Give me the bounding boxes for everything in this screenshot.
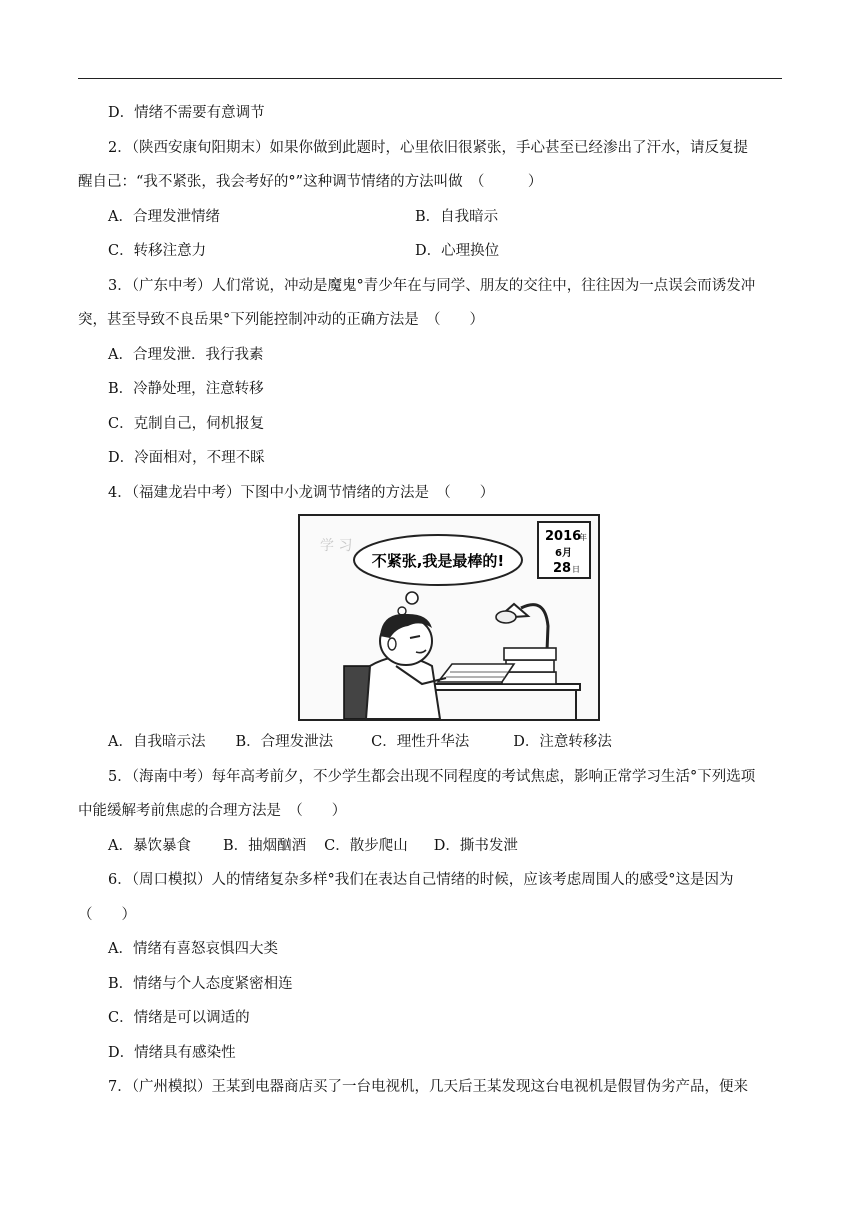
q5-stem-line2: 中能缓解考前焦虑的合理方法是 （ ） [78,803,347,819]
q5-options-row [78,829,782,864]
q6-option-d: D．情绪具有感染性 [108,1044,236,1061]
q4-option-b: B．合理发泄法 [235,734,334,750]
q2-options-row2 [78,234,782,269]
q5-option-d: D．撕书发泄 [433,837,518,854]
calendar-year: 2016 [545,529,582,544]
q2-stem-line2: 醒自己：“我不紧张，我会考好的°”这种调节情绪的方法叫做 （ ） [78,174,543,190]
q4-cartoon-figure [298,514,600,721]
q2-stem-line1: 2．（陕西安康旬阳期末）如果你做到此题时，心里依旧很紧张，手心甚至已经渗出了汗水，请反复提 [108,139,748,156]
calendar-year-unit: 年 [579,533,587,542]
q6-option-c: C．情绪是可以调适的 [108,1010,250,1026]
q2-options-row1 [78,200,782,235]
q6-option-a: A．情绪有喜怒哀惧四大类 [108,941,278,957]
q6-stem-line2: （ ） [78,906,136,923]
q3-option-c: C．克制自己，伺机报复 [108,415,265,432]
document-page [78,96,782,1105]
q2-option-c: C．转移注意力 [108,243,207,259]
calendar-day-unit: 日 [572,565,580,574]
svg-text:学 习: 学 习 [320,538,353,554]
q2-option-d: D．心理换位 [415,243,500,259]
q1-option-d: D．情绪不需要有意调节 [108,105,265,121]
header-rule [78,78,782,79]
q3-option-a: A．合理发泄．我行我素 [108,346,264,363]
q3-stem-line2: 突，甚至导致不良岳果°下列能控制冲动的正确方法是 （ ） [78,312,484,328]
speech-text: 不紧张,我是最棒的! [371,552,505,570]
calendar-day: 28 [553,561,572,576]
cartoon-illustration [300,516,598,719]
q2-option-a: A．合理发泄情绪 [108,208,220,225]
q3-option-b: B．冷静处理，注意转移 [108,381,264,397]
q4-option-a: A．自我暗示法 [108,734,206,750]
q5-option-b: B．抽烟酗酒 [222,837,307,854]
q7-stem-line1: 7．（广州模拟）王某到电器商店买了一台电视机，几天后王某发现这台电视机是假冒伪劣产品，便来 [108,1079,748,1095]
q4-option-c: C．理性升华法 [371,734,470,750]
q5-option-c: C．散步爬山 [324,837,408,854]
q3-option-d: D．冷面相对，不理不睬 [108,450,265,466]
q4-stem-line1: 4．（福建龙岩中考）下图中小龙调节情绪的方法是 （ ） [108,484,495,501]
calendar-month: 6月 [555,548,572,559]
q6-stem-line1: 6．（周口模拟）人的情绪复杂多样°我们在表达自己情绪的时候，应该考虑周围人的感受°这是因为 [108,872,734,888]
q3-stem-line1: 3．（广东中考）人们常说，冲动是魔鬼°青少年在与同学、朋友的交往中，往往因为一点误会而诱发冲 [108,277,756,294]
q6-option-b: B．情绪与个人态度紧密相连 [108,975,293,992]
q4-option-d: D．注意转移法 [513,734,612,750]
q4-options-row [78,725,782,760]
q5-stem-line1: 5．（海南中考）每年高考前夕，不少学生都会出现不同程度的考试焦虑，影响正常学习生活°下列选项 [108,768,756,785]
q2-option-b: B．自我暗示 [415,208,499,225]
q5-option-a: A．暴饮暴食 [108,837,191,854]
